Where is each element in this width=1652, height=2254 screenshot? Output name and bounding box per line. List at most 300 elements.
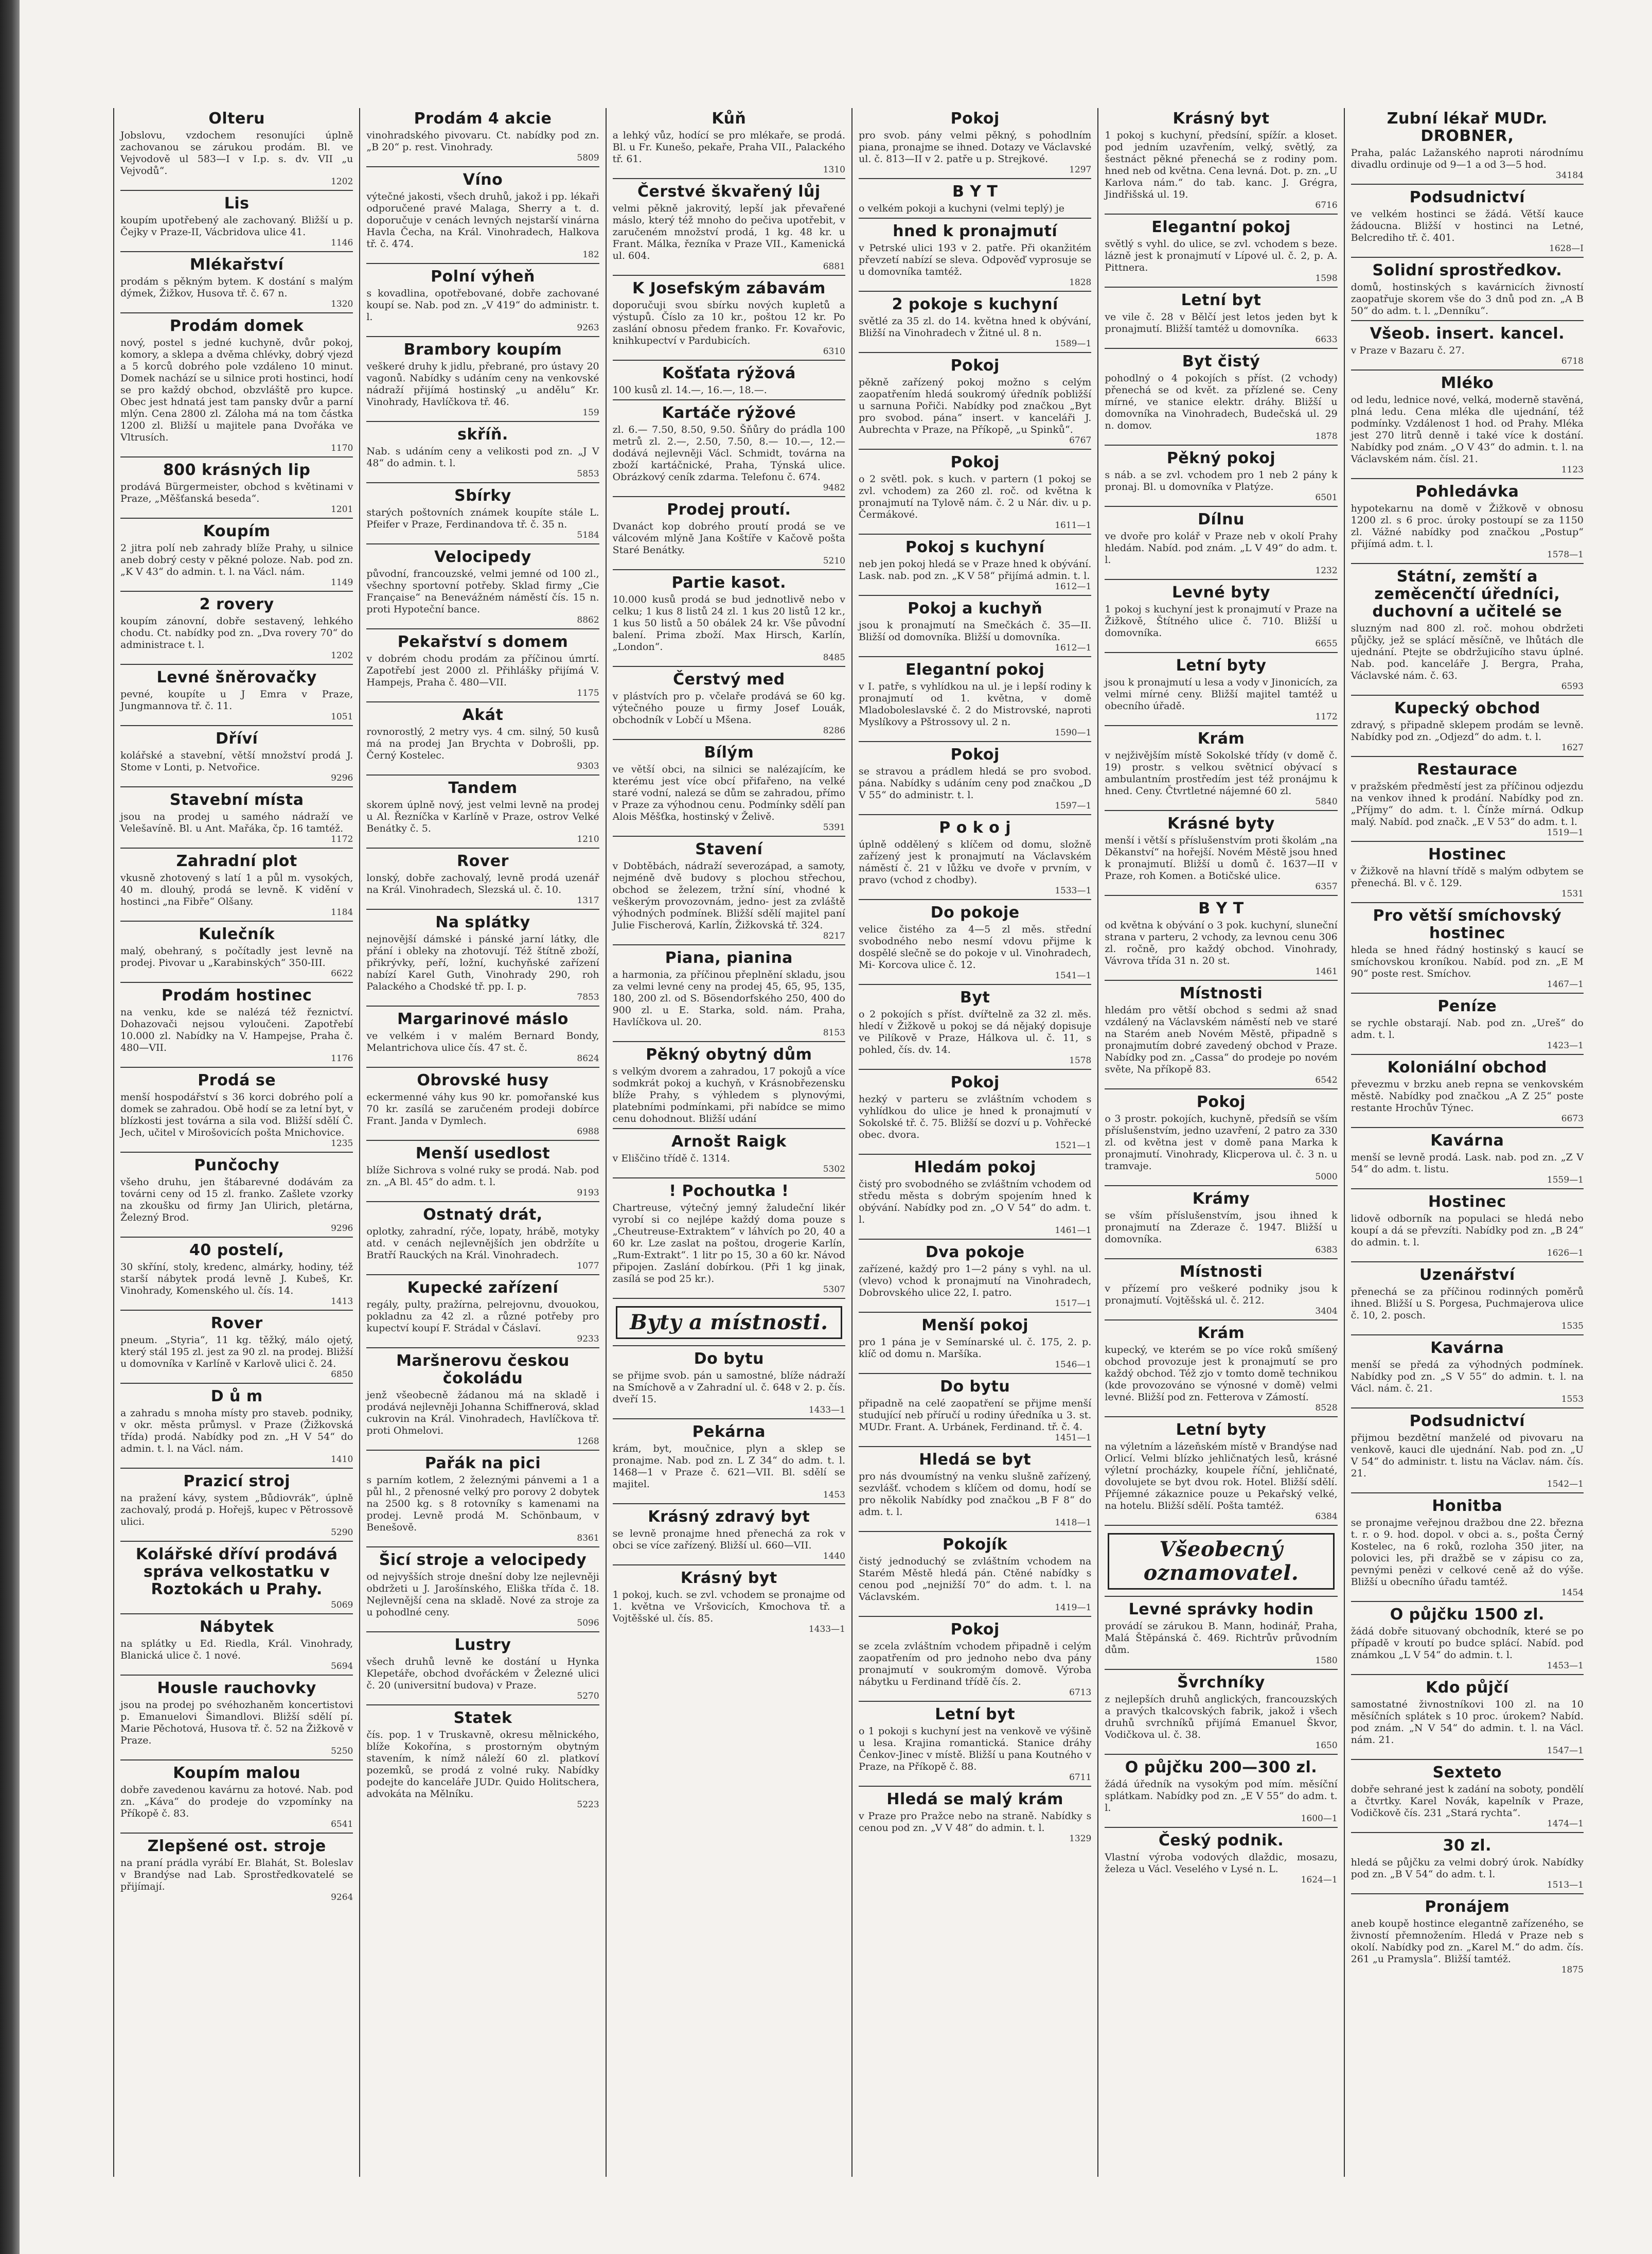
ad-body: přijmou bezdětní manželé od pivovaru na venkově, kauci dle ujednání. Nab. pod zn. „U V 54“ do administr. t. listu na Václav. nám. čís. 21. (1351, 1432, 1584, 1479)
ad-body: pneum. „Styria“, 11 kg. těžký, málo ojetý, který stál 195 zl. jest za 90 zl. na prodej. Bližší u domovníka v Karlíně v Karlově ulici č. 24. (120, 1334, 353, 1369)
ad-heading: Místnosti (1179, 984, 1263, 1002)
ad-body: prodává Bürgermeister, obchod s květinami v Praze, „Měšťanská beseda“. (120, 481, 353, 504)
ad-code: 5302 (823, 1164, 845, 1174)
ad-code: 1580 (1315, 1656, 1338, 1666)
ad-heading: Kartáče rýžové (662, 404, 796, 422)
ad-code: 1626—1 (1547, 1248, 1584, 1258)
ad-heading: K Josefským zábavám (632, 279, 826, 297)
ad-code: 1628—I (1549, 243, 1584, 254)
classified-ad (120, 594, 353, 665)
classified-ad (1105, 655, 1337, 726)
ad-body: veškeré druhy k jidlu, přebrané, pro ústavy 20 vagonů. Nabídky s udáním ceny na venkovské nádraží přijímá hostinský „u andělu“ Kr. Vinohrady, Havlíčkova tř. 46. (366, 361, 599, 408)
ad-code: 1454 (1561, 1588, 1584, 1598)
ad-body: čís. pop. 1 v Truskavně, okresu mělnického, blíže Kokořína, s prostorným obytným stavením, k nímž náleží 60 zl. platkoví pozemků, se prodá z volné ruky. Nabídky podejte do kanceláře JUDr. Quido Holitschera, advokáta na Mělníku. (366, 1729, 599, 1800)
ad-heading: Prodá se (198, 1071, 276, 1089)
ad-code: 1624—1 (1301, 1875, 1338, 1885)
ad-code: 1453—1 (1547, 1661, 1584, 1671)
ad-code: 1650 (1315, 1740, 1338, 1751)
ad-code: 1123 (1561, 465, 1584, 475)
ad-code: 1297 (1069, 165, 1092, 175)
ad-body: 30 skříní, stoly, kredenc, almárky, hodiny, též starší nábytek prodá levně J. Kubeš, Kr. Vinohrady, Komenského ul. čís. 14. (120, 1261, 353, 1296)
ad-code: 9193 (577, 1188, 599, 1198)
ad-code: 9233 (577, 1334, 599, 1344)
classified-ad (1351, 1411, 1584, 1493)
classified-ad (120, 1678, 353, 1760)
classified-ad (1351, 905, 1584, 994)
classified-ad (613, 839, 845, 945)
scan-edge (0, 0, 20, 2254)
ad-code: 1535 (1561, 1321, 1584, 1331)
ad-heading: Levné byty (1171, 584, 1271, 602)
ad-code: 9482 (823, 483, 845, 493)
classified-ad (1105, 1419, 1337, 1526)
ad-code: 9303 (577, 761, 599, 771)
ad-body: 2 jitra polí neb zahrady blíže Prahy, u silnice aneb dobrý cesty v pěkné poloze. Nab. pod zn. „K V 43“ do admin. t. l. na Václ. nám. (120, 542, 353, 577)
ad-heading: Na splátky (435, 913, 530, 931)
ad-body: Dvanáct kop dobrého proutí prodá se ve válcovém mlýně Jana Koštíře v Kačově pošta Staré Benátky. (612, 521, 845, 556)
classified-ad (1105, 1672, 1337, 1755)
ad-code: 1423—1 (1547, 1041, 1584, 1051)
ad-heading: Hostinec (1428, 846, 1506, 864)
ad-heading: Pohledávka (1415, 483, 1519, 501)
ad-heading: Byt čistý (1182, 353, 1260, 371)
classified-ad (613, 1301, 845, 1346)
ad-code: 1578—1 (1547, 550, 1584, 560)
ad-body: neb jen pokoj hledá se v Praze hned k obývání. Lask. nab. pod zn. „K V 58“ přijímá admin. t. l. (859, 558, 1092, 582)
ad-heading: Peníze (1437, 997, 1497, 1015)
ad-code: 1521—1 (1055, 1140, 1092, 1151)
ad-body: kolářské a stavební, větší množství prodá J. Stome v Lonti, p. Netvořice. (120, 750, 353, 773)
ad-code: 8153 (823, 1028, 845, 1038)
classified-ad (1351, 1337, 1584, 1408)
ad-body: v plástvích pro p. včelaře prodává se 60 kg. výtečného pouze u firmy Josef Louák, obchodník v Lobčí u Mšena. (612, 691, 845, 726)
ad-code: 5840 (1315, 797, 1338, 807)
classified-ad (859, 598, 1091, 657)
ad-code: 5000 (1315, 1172, 1338, 1182)
ad-body: dobře zavedenou kavárnu za hotové. Nab. pod zn. „Káva“ do prodeje do vzpomínky na Příkopě č. 83. (120, 1784, 353, 1819)
ad-body: s parním kotlem, 2 železnými pánvemi a 1 a půl hl., 2 přenosné velký pro porovy 2 dobytek na 2500 kg. s 8 rotovníky s kamenami na prodej. Levně prodá M. Schönbaum, v Benešově. (366, 1474, 599, 1533)
ad-heading: D ů m (210, 1387, 263, 1405)
ad-heading: Prodám domek (169, 317, 304, 335)
ad-code: 8624 (577, 1053, 599, 1064)
ad-heading: Všeob. insert. kancel. (1370, 325, 1565, 343)
classified-ad (1351, 566, 1584, 696)
classified-ad (366, 778, 599, 849)
ad-body: přenechá se za příčinou rodinných poměrů ihned. Bližší u S. Porgesa, Puchmajerova ulice č. 10, 2. posch. (1351, 1286, 1584, 1321)
ad-heading: Pokojík (942, 1536, 1008, 1554)
classified-ad (366, 1453, 599, 1547)
classified-ad (1105, 1091, 1337, 1186)
ad-body: o 3 prostr. pokojích, kuchyně, předsíň se vším příslušenstvím, jedno uzavření, 2 patro za 330 zl. od května jest v domě pana Marka k pronajmutí. Vinohrady, Klicperova ul. č. 3 n. u tramvaje. (1105, 1113, 1338, 1172)
ad-code: 159 (582, 408, 599, 418)
ad-heading: Pěkný pokoj (1166, 449, 1276, 467)
ad-heading: Byt (960, 989, 990, 1007)
ad-body: čistý jednoduchý se zvláštním vchodem na Starém Městě hledá pán. Ctěné nabídky s cenou pod „nejnižší 70“ do adm. t. l. na Václavském. (859, 1556, 1092, 1603)
ad-heading: Lis (224, 195, 250, 213)
ad-code: 6541 (331, 1819, 353, 1829)
ad-code: 1547—1 (1547, 1746, 1584, 1756)
classified-ad (366, 1707, 599, 1813)
ad-heading: Hledá se malý krám (886, 1790, 1063, 1808)
ad-code: 5069 (331, 1600, 353, 1610)
ad-body: ve vile č. 28 v Bělčí jest letos jeden byt k pronajmutí. Bližší tamtéž u domovníka. (1105, 311, 1338, 334)
ad-body: 1 pokoj s kuchyní, předsíní, spížír. a kloset. pod jedním uzavřením, velký, světlý, za šestnáct pěkné přenechá se z rodiny pom. hned neb od května. Cena levná. Dot. p. zn. „U Karlova nám.“ do tab. kanc. J. Grégra, Jindřišská ul. 19. (1105, 130, 1338, 200)
ad-heading: Kupecký obchod (1394, 699, 1540, 717)
ad-body: v Praze pro Pražce nebo na straně. Nabídky s cenou pod zn. „V V 48“ do admin. t. l. (859, 1810, 1092, 1834)
ad-code: 6716 (1315, 200, 1338, 210)
ad-body: Vlastní výroba vodových dlaždic, mosazu, železa u Václ. Veselého v Lysé n. L. (1105, 1852, 1338, 1875)
classified-ad (859, 294, 1091, 353)
ad-heading: Prodám hostinec (162, 987, 312, 1005)
ad-body: o 2 světl. pok. s kuch. v partern (1 pokoj se zvl. vchodem) za 260 zl. roč. od května k pronajmutí na Tylově nám. č. 2 u Nár. div. u p. Čermákové. (859, 473, 1092, 520)
classified-ad (1351, 108, 1584, 185)
column-5 (1097, 108, 1343, 2177)
ad-body: převezmu v brzku aneb repna se venkovském městě. Nabídky pod značkou „A Z 25“ poste restante Hrochův Týnec. (1351, 1079, 1584, 1114)
ad-code: 5223 (577, 1800, 599, 1810)
ad-heading: Kdo půjčí (1426, 1679, 1509, 1697)
classified-ad (120, 667, 353, 726)
ad-body: žádá úředník na vysokým pod mím. měsíční splátkam. Nabídky pod zn. „E V 55“ do adm. t. l. (1105, 1778, 1338, 1813)
ad-code: 1474—1 (1547, 1819, 1584, 1829)
ad-heading: Šicí stroje a velocipedy (379, 1551, 587, 1569)
ad-heading: Státní, zemští a zeměcenčtí úředníci, duchovní a učitelé se (1372, 568, 1562, 621)
classified-ad (613, 1131, 845, 1178)
ad-body: na venku, kde se nalézá též řeznictví. Dohazovači nejsou vyloučeni. Zapotřebí 10.000 zl. Nabídky na V. Hampejse, Praha č. 480—VII. (120, 1007, 353, 1053)
classified-ad (120, 1240, 353, 1311)
ad-body: koupím upotřebený ale zachovaný. Bližší u p. Čejky v Praze-II, Vácbridova ulice 41. (120, 215, 353, 238)
classified-ad (613, 1506, 845, 1565)
ad-heading: Pokoj (1196, 1093, 1246, 1111)
ad-body: 1 pokoj, kuch. se zvl. vchodem se pronajme od 1. května ve Vršovicích, Kmochova tř. a Vojtěšské ul. čís. 85. (612, 1589, 845, 1624)
classified-ad (120, 1070, 353, 1153)
ad-body: původní, francouzské, velmi jemné od 100 zl., všechny sportovní potřeby. Sklad firmy „Cie Française“ na Benevážném náměstí čís. 15 n. proti Hypoteční bance. (366, 568, 599, 615)
ad-heading: Rover (210, 1314, 263, 1332)
ad-code: 1627 (1561, 743, 1584, 753)
ad-heading: Sbírky (454, 487, 511, 505)
ad-code: 1451—1 (1055, 1433, 1092, 1443)
ad-heading: Čerstvé škvařený lůj (637, 183, 821, 201)
ad-heading: Lustry (454, 1636, 511, 1654)
ad-heading: Akát (462, 706, 504, 724)
ad-code: 1612—1 (1055, 582, 1092, 592)
ad-code: 6711 (1069, 1772, 1092, 1783)
ad-heading: Pokoj (950, 110, 1000, 128)
classified-ad (613, 1568, 845, 1637)
ad-body: malý, obehraný, s počítadly jest levně na prodej. Pivovar u „Karabinských“ 350-III. (120, 945, 353, 968)
ad-code: 5270 (577, 1691, 599, 1701)
ad-body: vinohradského pivovaru. Ct. nabídky pod zn. „B 20“ p. rest. Vinohrady. (366, 130, 599, 153)
ad-body: ve větší obci, na silnici se nalézajícím, ke kterému jest více obcí přifařeno, na velké staré vodní, nalezá se dům se zahradou, přímo v Praze za výhodnou cenu. Podmínky sdělí pan Alois Měšťka, hostinský v Želivě. (612, 764, 845, 822)
column-4 (851, 108, 1097, 2177)
ad-code: 7853 (577, 992, 599, 1002)
ad-heading: 30 zl. (1443, 1837, 1491, 1855)
ad-body: připadně na celé zaopatření se přijme menší studující neb příručí u rodiny úředníka u 3. st. MUDr. Frant. A. Urbánek, Ferdinand. tř. č. 4. (859, 1398, 1092, 1433)
ad-code: 182 (582, 250, 599, 260)
classified-ad (120, 985, 353, 1068)
classified-ad (1105, 1830, 1337, 1888)
classified-ad (120, 1155, 353, 1238)
classified-ad (1105, 983, 1337, 1089)
ad-code: 6384 (1315, 1511, 1338, 1522)
ad-body: v pražském předměstí jest za příčinou odjezdu na venkov ihned k prodání. Nabídky pod zn. „Příjmy“ do adm. t. l. Čínže mírná. Odkup malý. Nabíd. pod značk. „E V 53“ do adm. t. l. (1351, 781, 1584, 827)
ad-heading: Kulečník (199, 925, 275, 943)
ad-heading: Mléko (1441, 374, 1494, 392)
classified-ad (859, 537, 1091, 596)
classified-ad (859, 355, 1091, 450)
ad-heading: skříň. (457, 426, 508, 444)
classified-ad (1105, 351, 1337, 446)
ad-code: 8286 (823, 726, 845, 736)
classified-ad (1351, 1762, 1584, 1833)
classified-ad (1351, 373, 1584, 479)
ad-code: 5210 (823, 556, 845, 566)
ad-heading: Obrovské husy (417, 1071, 549, 1089)
classified-ad (120, 108, 353, 191)
ad-body: od května k obývání o 3 pok. kuchyní, sluneční strana v parteru, 2 vchody, za levnou cenu 306 zl. ročně, pro každý obchod. Vinohrady, Vávrova třída 31 n. 20 st. (1105, 920, 1338, 966)
ad-heading: Polní výheň (431, 268, 535, 286)
ad-body: vkusně zhotovený s latí 1 a půl m. vysokých, 40 m. dlouhý, prodá se levně. K vidění v hostinci „na Fibře“ Olšany. (120, 872, 353, 907)
ad-code: 8217 (823, 931, 845, 941)
ad-heading: Koloniální obchod (1387, 1059, 1547, 1077)
ad-body: na praní prádla vyrábí Er. Blahát, St. Boleslav v Brandýse nad Lab. Sprostředkovatelé se přijímají. (120, 1857, 353, 1892)
ad-code: 6593 (1561, 681, 1584, 692)
classified-ad (120, 1836, 353, 1906)
ad-heading: Housle rauchovky (157, 1679, 316, 1697)
ad-code: 5809 (577, 153, 599, 163)
section-heading: Všeobecný oznamovatel. (1108, 1533, 1334, 1590)
ad-body: a harmonia, za příčinou přeplnění skladu, jsou za velmi levné ceny na prodej 45, 65, 95, 135, 180, 200 zl. od S. Bösendorfského 250, 400 do 900 zl. u E. Starka, sold. nám. Praha, Havlíčkova ul. 20. (612, 969, 845, 1028)
ad-heading: Pařák na pici (424, 1454, 541, 1472)
ad-body: hledám pro větší obchod s sedmi až snad vzdálený na Václavském náměstí neb ve staré na Starém aneb Novém Městě, připadně s pronajmutím dobré zavedený obchod v Praze. Nabídky pod zn. „Cassa“ do prodeje po novém světe, Na příkopě 83. (1105, 1005, 1338, 1075)
classified-ad (613, 669, 845, 740)
ad-heading: Uzenářství (1419, 1266, 1515, 1284)
ad-heading: Sexteto (1432, 1764, 1502, 1782)
classified-ad (366, 547, 599, 629)
ad-body: 10.000 kusů prodá se bud jednotlivě nebo v celku; 1 kus 8 listů 24 zl. 1 kus 20 listů 12 kr., 1 kus 50 listů a 50 obálek 24 kr. Vše původní balení. Prima zboží. Max Hirsch, Karlín, „London“. (612, 594, 845, 653)
ad-code: 6633 (1315, 334, 1338, 345)
ad-code: 1149 (331, 577, 353, 588)
classified-ad (120, 789, 353, 849)
ad-heading: Místnosti (1179, 1263, 1263, 1281)
ad-body: hezký v parteru se zvláštním vchodem s vyhlídkou do ulice je hned k pronajmutí v Sokolské tř. č. 75. Bližší se dozví u p. Vohřecké obec. dvora. (859, 1094, 1092, 1140)
ad-code: 1184 (331, 907, 353, 918)
classified-ad (859, 452, 1091, 535)
ad-heading: Solidní sprostředkov. (1372, 261, 1562, 279)
ad-body: v Dobtěbách, nádraží severozápad, a samoty, nejméně dvě budovy s plochou střechou, obchod se železem, tržní síní, vhodné k veškerým provozovnám, jedno- jest za zvláště výhodných podmínek. Bližší sdělí majitel paní Julie Fischerová, Karlín, Žižkovská tř. 324. (612, 860, 845, 931)
ad-body: zl. 6.— 7.50, 8.50, 9.50. Šňůry do prádla 100 metrů zl. 2.—, 2.50, 7.50, 8.— 10.—, 12.— dodává nejlevněji Václ. Schmidt, továrna na zboží kartáčnické, Praha, Týnská ulice. Obrázkový ceník zdarma. Telefonu č. 674. (612, 424, 845, 483)
ad-body: na splátky u Ed. Riedla, Král. Vinohrady, Blanická ulice č. 1 nové. (120, 1638, 353, 1661)
ad-heading: Hostinec (1428, 1193, 1506, 1211)
classified-ad (120, 254, 353, 313)
ad-heading: Honitba (1432, 1497, 1503, 1515)
ad-body: 100 kusů zl. 14.—, 16.—, 18.—. (612, 384, 767, 396)
ad-heading: O půjčku 1500 zl. (1390, 1606, 1544, 1624)
ad-body: hledá se půjčku za velmi dobrý úrok. Nabídky pod zn. „B V 54“ do adm. t. l. (1351, 1857, 1584, 1880)
ad-body: výtečné jakosti, všech druhů, jakož i pp. lékaři odporučené pravé Malaga, Sherry a t. d. doporučuje v cenách levných nejstarší vinárna Havla Čecha, na Král. Vinohradech, Halkova tř. č. 474. (366, 191, 599, 250)
ad-heading: Elegantní pokoj (1151, 218, 1291, 236)
ad-heading: Pěkný obytný dům (646, 1046, 812, 1064)
ad-body: se levně pronajme hned přenechá za rok v obci se více zařízený. Bližší ul. 660—VII. (612, 1528, 845, 1551)
ad-heading: Stavení (695, 840, 763, 858)
classified-ad (120, 193, 353, 252)
ad-code: 1600—1 (1301, 1813, 1338, 1824)
ad-body: nový, postel s jedné kuchyně, dvůr pokoj, komory, a sklepa a dvěma chlévky, dobrý vjezd a 5 korců dobrého pole vzdáleno 10 minut. Domek nachází se u silnice proti hostinci, hodí se pro každý obchod, obzvláště pro kupce. Obec jest hdnatá jest tam pansky dvůr a parní mlýn. Cena 2800 zl. Záloha má na tom částka 1200 zl. Bližší u majitele pana Dvořáka ve Vltrusích. (120, 337, 353, 443)
ad-body: jsou na prodej po svéhozhaněm koncertistovi p. Emanuelovi Šimandlovi. Bližší sdělí pí. Marie Pěchotová, Husova tř. č. 52 na Žižkově v Praze. (120, 1699, 353, 1746)
classified-ad (859, 1449, 1091, 1532)
ad-body: ve velkém i v malém Bernard Bondy, Melantrichova ulice čís. 47 st. č. (366, 1030, 599, 1053)
ad-code: 34184 (1555, 170, 1584, 181)
ad-body: v I. patře, s vyhlídkou na ul. je i lepší rodiny k pronajmutí od 1. května, v domě Mladoboleslavské č. 2 do Mistrovské, naproti Myslíkovy a Pštrossovy ul. 2 n. (859, 681, 1092, 728)
classified-ad (366, 631, 599, 702)
ad-code: 1598 (1315, 273, 1338, 284)
ad-heading: Margarinové máslo (397, 1010, 569, 1028)
ad-heading: Hledám pokoj (914, 1158, 1036, 1176)
ad-heading: Punčochy (194, 1156, 280, 1174)
ad-heading: Zlepšené ost. stroje (147, 1837, 326, 1855)
ad-code: 6310 (823, 346, 845, 357)
classified-ad (366, 485, 599, 544)
ad-heading: Nábytek (199, 1618, 274, 1636)
ad-code: 1202 (331, 177, 353, 187)
ad-code: 1172 (1315, 712, 1338, 722)
ad-heading: Pro větší smíchovský hostinec (1373, 907, 1562, 942)
ad-body: Chartreuse, výtečný jemný žaludeční likér vyrobí si co nejlépe každý doma pouze s „Cheutreuse-Extraktem“ v láhvích po 20, 40 a 60 kr. Lze zaslat na poštou, drogerie Karlín, „Rum-Extrakt“. 1 litr po 15, 30 a 60 kr. Návod připojen. Zaslání dobírkou. (Při 1 kg jinak, zasílá se pod 25 kr.). (612, 1202, 845, 1284)
ad-code: 5096 (577, 1618, 599, 1628)
classified-ad (859, 1242, 1091, 1313)
ad-heading: 2 rovery (199, 595, 274, 613)
ad-body: pevné, koupíte u J Emra v Praze, Jungmannova tř. č. 11. (120, 689, 353, 712)
ad-code: 6850 (331, 1369, 353, 1380)
ad-code: 1589—1 (1055, 339, 1092, 349)
ad-body: sluzným nad 800 zl. roč. mohou obdržeti půjčky, jež se splácí měsíčně, ve lhůtách dle ujednání. Ptejte se obdržujicího stavu úplné. Nab. pod. kanceláře J. Bergra, Praha, Václavské nám. č. 63. (1351, 623, 1584, 681)
ad-code: 1553 (1561, 1394, 1584, 1404)
ad-code: 6622 (331, 968, 353, 979)
ad-body: eckermenné váhy kus 90 kr. pomořanské kus 70 kr. zasílá se zaručeném prodeji dobírce Frant. Janda v Dymlech. (366, 1091, 599, 1126)
classified-ad (120, 460, 353, 519)
ad-code: 6988 (577, 1126, 599, 1137)
ad-heading: Ostnatý drát, (423, 1206, 543, 1224)
classified-ad (366, 1009, 599, 1068)
ad-code: 1310 (823, 165, 845, 175)
ad-heading: P o k o j (939, 819, 1011, 837)
ad-body: v Praze v Bazaru č. 27. (1351, 345, 1465, 356)
ad-body: dobře sehrané jest k zadání na soboty, pondělí a čtvrtky. Karel Novák, kapelník v Praze, Vodičkově čís. 231 „Stará rychta“. (1351, 1784, 1584, 1819)
classified-ad (859, 987, 1091, 1070)
ad-body: samostatné živnostníkovi 100 zl. na 10 měsíčních splátek s 10 proc. úrokem? Nabíd. pod znám. „N V 54“ do admin. t. l. na Václ. nám. 21. (1351, 1699, 1584, 1746)
classified-ad (859, 744, 1091, 815)
ad-heading: Olteru (208, 110, 265, 128)
classified-ad (1105, 1757, 1337, 1828)
ad-heading: Tandem (448, 779, 518, 797)
ad-code: 6718 (1561, 356, 1584, 366)
ad-code: 1533—1 (1055, 886, 1092, 896)
ad-code: 8528 (1315, 1403, 1338, 1413)
ad-heading: Pokoj (950, 357, 1000, 375)
classified-ad (859, 659, 1091, 742)
ad-heading: Mlékařství (189, 256, 284, 274)
ad-heading: Partie kasot. (671, 574, 787, 592)
classified-ad (859, 902, 1091, 985)
classified-ad (859, 108, 1091, 179)
ad-heading: Zahradní plot (176, 852, 297, 870)
ad-code: 1235 (331, 1138, 353, 1149)
ad-code: 1232 (1315, 566, 1338, 576)
ad-body: v dobrém chodu prodám za příčinou úmrtí. Zapotřebí jest 2000 zl. Přihlášky přijímá V. Hampejs, Praha č. 480—VII. (366, 653, 599, 688)
ad-body: oplotky, zahradní, rýče, lopaty, hrábě, motyky atd. v cenách nejlevnějších jen obdržíte u Bratří Rauckých na Král. Vinohradech. (366, 1226, 599, 1261)
classified-ad (859, 1315, 1091, 1374)
ad-heading: Brambory koupím (403, 341, 562, 359)
ad-heading: Kupecké zařízení (407, 1279, 559, 1297)
ad-code: 1546—1 (1055, 1360, 1092, 1370)
ad-code: 6383 (1315, 1245, 1338, 1255)
ad-body: jsou k pronajmutí u lesa a vody v Jinonicích, za velmi mírné ceny. Bližší majitel tamtéž u obecního úřadě. (1105, 677, 1338, 712)
ad-heading: Čerstvý med (673, 671, 785, 689)
ad-code: 6655 (1315, 639, 1338, 649)
classified-ad (120, 1763, 353, 1834)
ad-body: světlé za 35 zl. do 14. května hned k obývání, Bližší na Vinohradech v Žitné ul. 8 n. (859, 315, 1092, 339)
ad-heading: Kavárna (1430, 1339, 1504, 1357)
ad-body: regály, pulty, pražírna, pelrejovnu, dvouokou, pokladnu za 42 zl. a různé potřeby pro kupectví koupí F. Strádal v Čáslaví. (366, 1299, 599, 1334)
classified-ad (859, 817, 1091, 900)
classified-ad (366, 851, 599, 910)
ad-body: zařízené, každý pro 1—2 pány s vyhl. na ul. (vlevo) vchod k pronajmutí na Vinohradech, Dobrovského ulice 22, I. patro. (859, 1263, 1092, 1298)
ad-body: pro nás dvoumístný na venku slušně zařízený, sezvlášť. vchodem s klíčem od domu, hodí se pro několik Nabídky pod značkou „B F 8“ do adm. t. l. (859, 1471, 1092, 1518)
classified-ad (120, 728, 353, 787)
column-3 (606, 108, 851, 2177)
ad-code: 1320 (331, 299, 353, 309)
classified-ad (859, 1704, 1091, 1787)
ad-heading: Dříví (216, 730, 258, 748)
ad-heading: Levné správky hodin (1128, 1600, 1314, 1618)
ad-body: krám, byt, moučnice, plyn a sklep se pronajme. Nab. pod zn. L Z 34“ do adm. t. l. 1468—1 v Praze č. 621—VII. Bl. sdělí se majitel. (612, 1443, 845, 1490)
ad-heading: Levné šněrovačky (156, 668, 317, 686)
ad-code: 1541—1 (1055, 971, 1092, 981)
ad-body: z nejlepších druhů anglických, francouzských a pravých tkalcovských fabrik, jakož i všech druhů svrchníků přijímá Emanuel Škvor, Vodičkova ul. č. 38. (1105, 1694, 1338, 1740)
classified-ad (1351, 1130, 1584, 1189)
ad-heading: Podsudnictví (1409, 188, 1525, 206)
ad-code: 1519—1 (1547, 827, 1584, 838)
classified-ad (1351, 323, 1584, 371)
ad-code: 1210 (577, 834, 599, 844)
ad-code: 1611—1 (1055, 520, 1092, 531)
ad-heading: Zubní lékař MUDr. DROBNER, (1387, 110, 1548, 145)
ad-body: o 1 pokoji s kuchyní jest na venkově ve výšině u lesa. Krajina romantická. Stanice dráhy Čenkov-Jinec v místě. Bližší u pana Koutného v Praze, na Příkopě č. 88. (859, 1725, 1092, 1772)
ad-body: lidově odborník na populaci se hledá nebo koupí a dá se převzíti. Nabídky pod zn. „B 24“ do admin. t. l. (1351, 1213, 1584, 1248)
ad-code: 6767 (1069, 435, 1092, 446)
ad-code: 1578 (1069, 1055, 1092, 1066)
classified-ad (366, 1549, 599, 1632)
ad-body: čistý pro svobodného se zvláštním vchodem od středu města s dobrým spojením hned k obývání. Nabídky pod zn. „O V 54“ do adm. t. l. (859, 1178, 1092, 1225)
ad-heading: Krásné byty (1167, 815, 1275, 833)
classified-ad (120, 1386, 353, 1469)
ad-body: 1 pokoj s kuchyní jest k pronajmutí v Praze na Žižkově, Štítného ulice č. 710. Bližší u domovníka. (1105, 604, 1338, 639)
ad-body: blíže Sichrova s volné ruky se prodá. Nab. pod zn. „A Bl. 45“ do adm. t. l. (366, 1165, 599, 1188)
classified-ad (1351, 844, 1584, 903)
ad-code: 9264 (331, 1892, 353, 1903)
ad-body: se přijme svob. pán u samostné, blíže nádraží na Smíchově a v Zahradní ul. č. 648 v 2. p. čís. dveří 15. (612, 1370, 845, 1405)
section-heading: Byty a místnosti. (616, 1306, 842, 1339)
ad-heading: Dva pokoje (925, 1243, 1025, 1261)
ad-code: 1828 (1069, 277, 1092, 288)
ad-heading: Krásný byt (1173, 110, 1270, 128)
ad-heading: 40 postelí, (189, 1241, 285, 1259)
classified-ad (1105, 290, 1337, 349)
ad-body: menší se levně prodá. Lask. nab. pod zn. „Z V 54“ do adm. t. listu. (1351, 1152, 1584, 1175)
classified-ad (1351, 1677, 1584, 1760)
ad-body: zdravý, s připadně sklepem prodám se levně. Nabídky pod zn. „Odjezd“ do adm. t. l. (1351, 719, 1584, 743)
ad-body: Jobslovu, vzdochem resonujíci úplně zachovanou se zárukou prodám. Bl. ve Vejvodově ul 583—I v I.p. s. dv. VII „u Vejvodů“. (120, 130, 353, 177)
ad-code: 1513—1 (1547, 1880, 1584, 1890)
